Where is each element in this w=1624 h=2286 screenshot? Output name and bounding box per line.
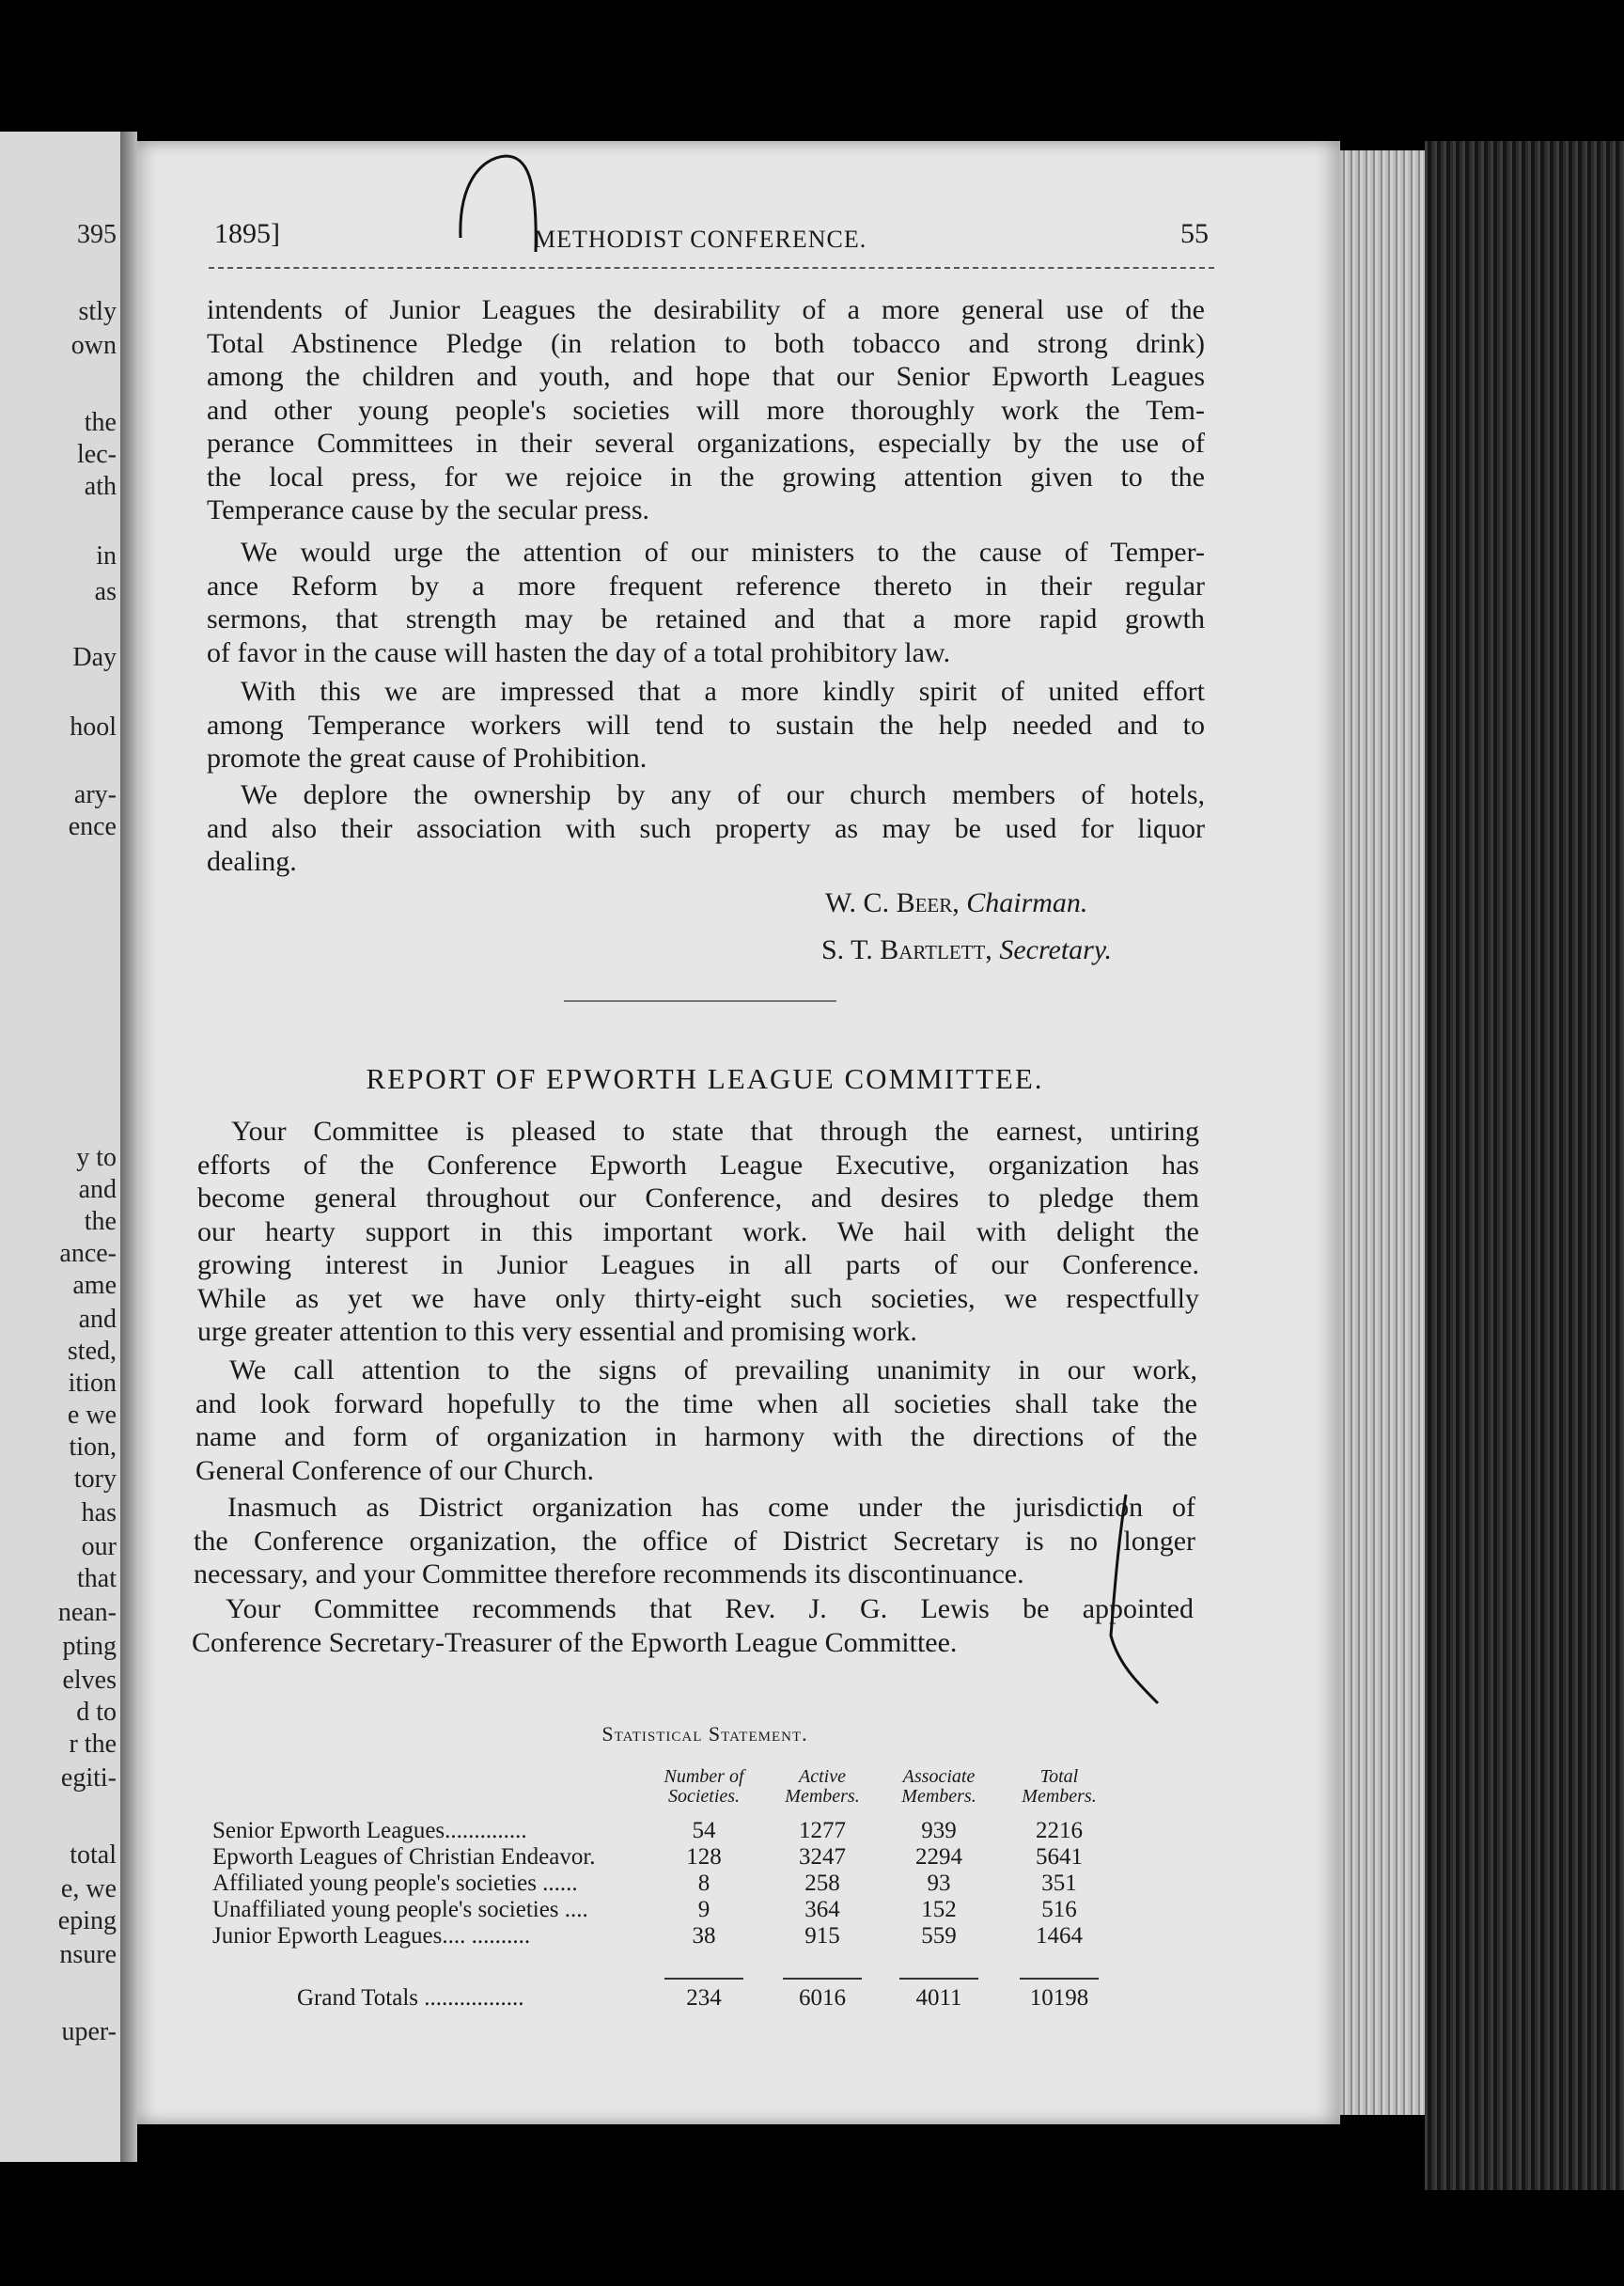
left-page-fragment: and [78, 1307, 117, 1333]
statistics-title: Statistical Statement. [601, 1722, 808, 1746]
left-page-fragment: uper- [61, 2019, 117, 2045]
left-page-fragment: ary- [73, 782, 117, 808]
epworth-paragraph-2 [195, 1354, 1197, 1487]
total-rule [899, 1978, 978, 1980]
text-line: efforts of the Conference Epworth League Executive, organization has [197, 1149, 1199, 1181]
text-line: name and form of organization in harmony with the directions of the [195, 1421, 1197, 1452]
cell-associate: 559 [921, 1923, 957, 1949]
column-header-line: Members. [785, 1786, 860, 1807]
cell-active: 6016 [799, 1985, 846, 2011]
column-header [882, 1767, 995, 1807]
text-line: among Temperance workers will tend to sustain the help needed and to [207, 709, 1205, 741]
text-line: dealing. [207, 846, 297, 877]
text-line: Your Committee is pleased to state that through the earnest, untiring [231, 1116, 1199, 1147]
cell-societies: 38 [692, 1923, 716, 1949]
text-line: General Conference of our Church. [195, 1454, 594, 1486]
signatory-role: Chairman. [966, 887, 1088, 918]
total-rule [664, 1978, 743, 1980]
left-page-fragment: nsure [59, 1942, 117, 1968]
left-page-fragment: hool [70, 714, 117, 741]
left-page-fragment: lec- [77, 442, 117, 468]
text-line: our hearty support in this important work. We hail with delight the [197, 1215, 1199, 1247]
left-page-fragment: y to [76, 1145, 117, 1171]
left-page-fragment: as [94, 579, 117, 605]
cell-total: 2216 [1036, 1818, 1083, 1843]
cell-associate: 2294 [915, 1844, 962, 1870]
cell-associate: 152 [921, 1897, 957, 1922]
left-page-fragment: nean- [57, 1600, 117, 1626]
text-line: With this we are impressed that a more kindly spirit of united effort [241, 676, 1205, 707]
left-page-fragment: ition [68, 1370, 117, 1397]
table-row [212, 1871, 1209, 1897]
left-page-fragment: e we [67, 1402, 117, 1429]
grand-total-row [212, 1985, 1209, 2012]
left-page-fragment: ame [72, 1273, 117, 1299]
column-header-line: Active [799, 1766, 846, 1787]
pencil-annotation-mark [1090, 1485, 1165, 1711]
table-row [212, 1818, 1209, 1844]
temperance-paragraph-3 [207, 675, 1205, 775]
text-line: urge greater attention to this very essential and promising work. [197, 1316, 917, 1347]
left-page-fragment: in [96, 543, 117, 570]
table-row [212, 1844, 1209, 1871]
text-line: We deplore the ownership by any of our church members of hotels, [241, 779, 1205, 810]
total-rule [1020, 1978, 1099, 1980]
section-heading: REPORT OF EPWORTH LEAGUE COMMITTEE. [366, 1062, 1044, 1095]
table-row [212, 1897, 1209, 1923]
cell-active: 915 [804, 1923, 840, 1949]
left-page-fragment: that [77, 1566, 117, 1592]
cell-active: 364 [804, 1897, 840, 1922]
left-page-fragment: pting [62, 1634, 117, 1660]
left-page-fragment: has [81, 1500, 117, 1527]
cell-associate: 939 [921, 1818, 957, 1843]
left-page-fragment: elves [62, 1668, 117, 1694]
left-page-fragment: ence [68, 814, 117, 840]
header-title: METHODIST CONFERENCE. [534, 226, 867, 253]
left-page-fragment: ance- [59, 1241, 117, 1267]
text-line: become general throughout our Conference, and desires to pledge them [197, 1182, 1199, 1213]
left-page-fragment: d to [76, 1699, 117, 1726]
temperance-paragraph-4 [207, 778, 1205, 879]
text-line: While as yet we have only thirty-eight such societies, we respectfully [197, 1282, 1199, 1314]
cell-total: 1464 [1036, 1923, 1083, 1949]
text-line: and other young people's societies will more thoroughly work the Tem- [207, 394, 1205, 426]
text-line: of favor in the cause will hasten the day of a total prohibitory law. [207, 636, 951, 668]
row-label: Epworth Leagues of Christian Endeavor. [212, 1844, 596, 1870]
left-page-fragment: 395 [77, 222, 117, 248]
text-line: necessary, and your Committee therefore recommends its discontinuance. [194, 1558, 1024, 1589]
column-header-line: Total [1039, 1766, 1079, 1787]
section-divider [564, 1000, 836, 1002]
left-page-fragment: ath [84, 474, 117, 500]
column-header [766, 1767, 879, 1807]
cell-total: 351 [1041, 1871, 1077, 1896]
text-line: Your Committee recommends that Rev. J. G. Lewis be appointed [226, 1593, 1194, 1624]
row-label: Grand Totals ................. [297, 1985, 524, 2011]
cell-active: 1277 [799, 1818, 846, 1843]
left-page-fragment: and [78, 1177, 117, 1203]
left-page-fragment: tion, [69, 1434, 117, 1461]
cell-societies: 128 [686, 1844, 722, 1870]
signature-secretary [821, 934, 1112, 966]
cell-total: 10198 [1029, 1985, 1089, 2011]
pencil-bracket-mark [451, 149, 554, 261]
text-line: perance Committees in their several organizations, especially by the use of [207, 428, 1205, 459]
row-label: Unaffiliated young people's societies .... [212, 1897, 588, 1922]
left-facing-page [0, 132, 120, 2162]
left-page-fragment: own [70, 333, 117, 359]
cell-associate: 4011 [915, 1985, 962, 2011]
cell-societies: 9 [697, 1897, 710, 1922]
book-cover-edge [1425, 141, 1624, 2190]
column-header-line: Societies. [667, 1786, 741, 1807]
text-line: the local press, for we rejoice in the growing attention given to the [207, 461, 1205, 493]
row-label: Senior Epworth Leagues.............. [212, 1818, 527, 1843]
cell-active: 258 [804, 1871, 840, 1896]
text-line: promote the great cause of Prohibition. [207, 743, 648, 774]
text-line: We call attention to the signs of prevailing unanimity in our work, [229, 1354, 1197, 1386]
signatory-name: S. T. Bartlett, [821, 934, 992, 965]
page-number: 55 [1180, 218, 1209, 249]
column-header [1003, 1767, 1116, 1807]
text-line: and also their association with such property as may be used for liquor [207, 812, 1205, 844]
header-year: 1895] [214, 218, 280, 249]
text-line: sermons, that strength may be retained and that a more rapid growth [207, 603, 1205, 634]
cell-total: 5641 [1036, 1844, 1083, 1870]
column-header-line: Associate [902, 1766, 976, 1787]
signatory-role: Secretary. [999, 934, 1112, 965]
left-page-fragment: Day [72, 645, 117, 671]
text-line: Conference Secretary-Treasurer of the Epworth League Committee. [192, 1626, 958, 1658]
text-line: intendents of Junior Leagues the desirability of a more general use of the [207, 294, 1205, 325]
page-edges [1340, 150, 1425, 2115]
left-page-fragment: r the [69, 1731, 117, 1758]
left-page-fragment: the [84, 1209, 117, 1235]
book-gutter [120, 132, 137, 2162]
cell-total: 516 [1041, 1897, 1077, 1922]
temperance-paragraph-2 [207, 536, 1205, 669]
table-row [212, 1923, 1209, 1949]
left-page-fragment: e, we [60, 1876, 117, 1902]
cell-societies: 234 [686, 1985, 722, 2011]
column-header-line: Members. [1022, 1786, 1097, 1807]
temperance-paragraph-1 [207, 293, 1205, 527]
left-page-fragment: total [70, 1842, 117, 1869]
cell-associate: 93 [927, 1871, 951, 1896]
left-page-fragment: our [81, 1534, 117, 1560]
column-header-line: Members. [901, 1786, 976, 1807]
text-line: among the children and youth, and hope that our Senior Epworth Leagues [207, 361, 1205, 392]
left-page-fragment: egiti- [60, 1765, 117, 1792]
left-page-fragment: stly [78, 299, 117, 325]
header-rule [209, 267, 1214, 269]
left-page-fragment: the [84, 410, 117, 436]
cell-societies: 8 [697, 1871, 710, 1896]
column-header [648, 1767, 760, 1807]
text-line: We would urge the attention of our ministers to the cause of Temper- [241, 537, 1205, 568]
epworth-paragraph-4 [192, 1592, 1194, 1659]
text-line: Inasmuch as District organization has come under the jurisdiction of [227, 1492, 1195, 1523]
text-line: growing interest in Junior Leagues in all parts of our Conference. [197, 1249, 1199, 1280]
row-label: Junior Epworth Leagues.... .......... [212, 1923, 531, 1949]
epworth-paragraph-3 [194, 1491, 1195, 1591]
total-rule [783, 1978, 862, 1980]
left-page-fragment: eping [57, 1908, 117, 1934]
text-line: the Conference organization, the office of District Secretary is no longer [194, 1525, 1195, 1557]
text-line: ance Reform by a more frequent reference thereto in their regular [207, 570, 1205, 602]
text-line: Total Abstinence Pledge (in relation to both tobacco and strong drink) [207, 327, 1205, 359]
left-page-fragment: sted, [67, 1339, 117, 1365]
text-line: and look forward hopefully to the time when all societies shall take the [195, 1387, 1197, 1419]
cell-societies: 54 [692, 1818, 716, 1843]
text-line: Temperance cause by the secular press. [207, 494, 650, 525]
signature-chairman [825, 887, 1087, 919]
signatory-name: W. C. Beer, [825, 887, 960, 918]
cell-active: 3247 [799, 1844, 846, 1870]
column-header-line: Number of [664, 1766, 744, 1787]
left-page-fragment: tory [73, 1466, 117, 1493]
row-label: Affiliated young people's societies ...... [212, 1871, 578, 1896]
epworth-paragraph-1 [197, 1115, 1199, 1349]
